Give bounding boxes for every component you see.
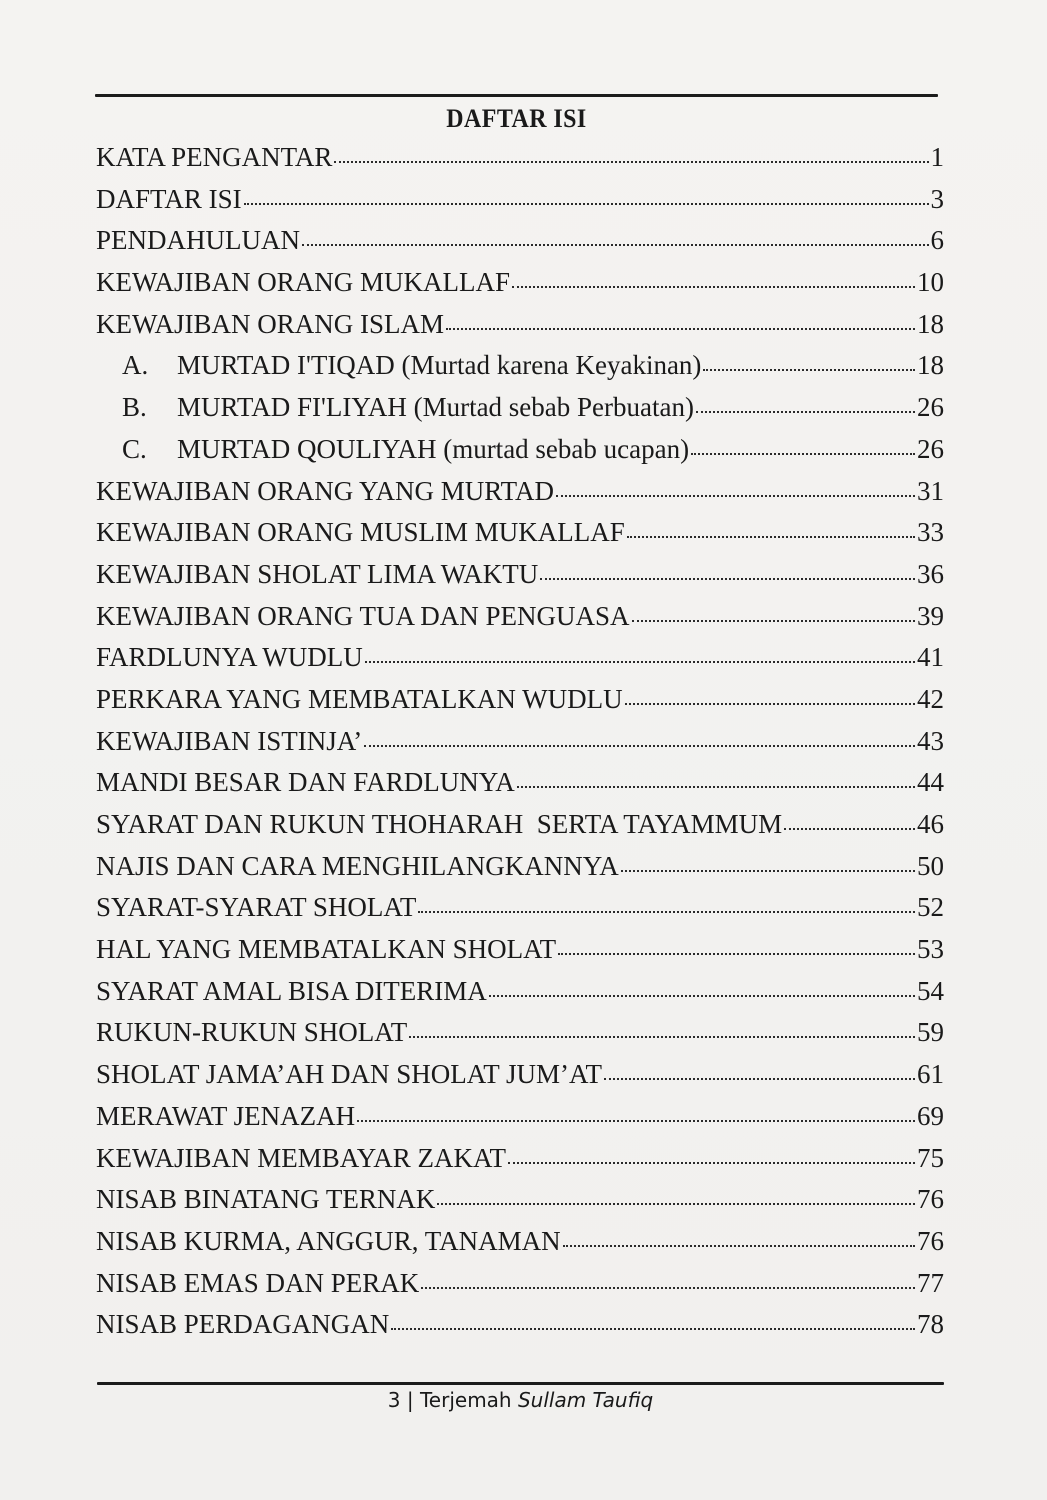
toc-entry-label: NISAB KURMA, ANGGUR, TANAMAN	[96, 1225, 561, 1256]
dot-leader	[563, 1245, 915, 1247]
toc-entry-title	[96, 476, 554, 507]
footer-page-number: 3	[387, 1388, 401, 1412]
toc-entry-title	[96, 976, 487, 1007]
toc-entry[interactable]	[96, 517, 944, 559]
toc-entry-title	[96, 892, 416, 923]
footer-separator: |	[406, 1388, 414, 1412]
toc-entry-title	[96, 309, 444, 340]
toc-entry-title	[96, 809, 782, 840]
toc-entry-label: SYARAT-SYARAT SHOLAT	[96, 892, 417, 923]
toc-entry[interactable]	[96, 142, 944, 184]
dot-leader	[696, 411, 915, 413]
toc-entry-page: 31	[917, 475, 944, 506]
toc-entry-label: KEWAJIBAN SHOLAT LIMA WAKTU	[96, 558, 539, 589]
toc-entry-page: 46	[917, 809, 944, 839]
toc-entry-letter: B.	[122, 392, 147, 423]
toc-entry[interactable]	[96, 726, 944, 768]
toc-entry-page: 41	[917, 642, 944, 673]
toc-entry-page: 18	[917, 308, 944, 339]
toc-entry-title	[96, 684, 623, 715]
toc-entry[interactable]	[96, 1101, 944, 1143]
toc-entry[interactable]	[96, 434, 944, 476]
toc-entry-page: 69	[917, 1100, 944, 1131]
toc-entry-label: FARDLUNYA WUDLU	[96, 642, 363, 673]
toc-entry[interactable]	[96, 934, 944, 976]
toc-entry[interactable]	[96, 225, 944, 267]
toc-entry-label: KEWAJIBAN ORANG MUSLIM MUKALLAF	[96, 517, 625, 548]
toc-entry-title	[96, 934, 556, 965]
toc-entry-page: 78	[917, 1309, 944, 1340]
toc-entry-title	[96, 851, 619, 882]
toc-entry-label: NAJIS DAN CARA MENGHILANGKANNYA	[96, 850, 619, 881]
toc-entry[interactable]	[96, 684, 944, 726]
toc-entry-title	[96, 726, 362, 757]
toc-entry-label: KEWAJIBAN ORANG TUA DAN PENGUASA	[96, 600, 630, 631]
dot-leader	[391, 1328, 915, 1330]
dot-leader	[364, 745, 915, 747]
toc-entry-title	[96, 1143, 506, 1174]
dot-leader	[302, 244, 929, 246]
toc-entry-page: 1	[930, 142, 944, 172]
toc-entry-label: KEWAJIBAN ORANG MUKALLAF	[96, 267, 510, 298]
toc-entry-title	[96, 517, 625, 548]
toc-entry-label: KATA PENGANTAR	[96, 142, 333, 172]
dot-leader	[512, 286, 915, 288]
toc-entry-title	[96, 434, 689, 465]
dot-leader	[784, 828, 915, 830]
toc-entry-page: 77	[917, 1267, 944, 1298]
toc-entry-title	[96, 601, 630, 632]
dot-leader	[446, 328, 915, 330]
toc-entry-page: 39	[917, 600, 944, 631]
toc-entry[interactable]	[96, 892, 944, 934]
toc-entry[interactable]	[96, 476, 944, 518]
toc-entry-label: MURTAD FI'LIYAH (Murtad sebab Perbuatan)	[177, 392, 694, 423]
toc-entry-title	[96, 1226, 561, 1257]
toc-entry-page: 76	[917, 1225, 944, 1256]
dot-leader	[558, 953, 915, 955]
toc-entry-label: SHOLAT JAMA’AH DAN SHOLAT JUM’AT	[96, 1059, 603, 1090]
toc-entry-title	[96, 267, 510, 298]
toc-entry-title	[96, 767, 515, 798]
toc-entry[interactable]	[96, 267, 944, 309]
toc-entry-label: KEWAJIBAN ORANG ISLAM	[96, 308, 444, 339]
toc-entry-label: RUKUN-RUKUN SHOLAT	[96, 1017, 408, 1048]
page-footer	[97, 1388, 944, 1412]
toc-entry-page: 36	[917, 558, 944, 589]
toc-entry-page: 44	[917, 767, 944, 798]
dot-leader	[409, 1036, 915, 1038]
toc-entry[interactable]	[96, 1143, 944, 1185]
dot-leader	[357, 1120, 915, 1122]
toc-entry-title	[96, 1017, 407, 1048]
dot-leader	[244, 203, 929, 205]
toc-entry-letter: A.	[122, 350, 149, 381]
toc-entry-title	[96, 392, 694, 423]
toc-entry-title	[96, 1101, 355, 1132]
footer-rule	[97, 1382, 944, 1385]
toc-entry-label: PENDAHULUAN	[96, 225, 300, 256]
header-rule	[95, 94, 938, 97]
toc-entry[interactable]	[96, 184, 944, 226]
toc-entry-page: 26	[917, 392, 944, 423]
toc-entry-page: 6	[930, 225, 944, 256]
toc-entry-title	[96, 1268, 419, 1299]
toc-entry-label: KEWAJIBAN MEMBAYAR ZAKAT	[96, 1142, 507, 1173]
dot-leader	[632, 620, 915, 622]
toc-entry-page: 33	[917, 517, 944, 548]
toc-entry[interactable]	[96, 350, 944, 392]
toc-entry-page: 75	[917, 1142, 944, 1173]
dot-leader	[703, 369, 915, 371]
toc-entry-label: SYARAT AMAL BISA DITERIMA	[96, 975, 487, 1006]
toc-entry-page: 10	[917, 267, 944, 298]
toc-entry-page: 59	[917, 1017, 944, 1048]
dot-leader	[334, 161, 928, 163]
page-title: DAFTAR ISI	[446, 104, 587, 133]
dot-leader	[418, 911, 915, 913]
toc-entry-label: MURTAD I'TIQAD (Murtad karena Keyakinan)	[177, 350, 702, 381]
toc-entry-label: PERKARA YANG MEMBATALKAN WUDLU	[96, 683, 623, 714]
toc-entry-label: MERAWAT JENAZAH	[96, 1100, 356, 1131]
table-of-contents	[96, 142, 944, 1351]
toc-entry[interactable]	[96, 1268, 944, 1310]
dot-leader	[421, 1287, 915, 1289]
toc-entry-label: MURTAD QOULIYAH (murtad sebab ucapan)	[177, 433, 690, 464]
dot-leader	[517, 786, 915, 788]
toc-entry-label: NISAB EMAS DAN PERAK	[96, 1267, 420, 1298]
toc-entry-page: 26	[917, 433, 944, 464]
toc-entry-title	[96, 1309, 389, 1340]
toc-entry[interactable]	[96, 976, 944, 1018]
toc-entry[interactable]	[96, 392, 944, 434]
dot-leader	[437, 1203, 915, 1205]
toc-entry-title	[96, 184, 242, 215]
toc-entry-page: 61	[917, 1059, 944, 1090]
dot-leader	[489, 995, 915, 997]
footer-book-label: Terjemah	[419, 1388, 512, 1412]
toc-entry-label: DAFTAR ISI	[96, 183, 242, 214]
dot-leader	[556, 495, 915, 497]
dot-leader	[621, 870, 915, 872]
toc-entry[interactable]	[96, 1059, 944, 1101]
toc-entry-page: 18	[917, 350, 944, 381]
dot-leader	[625, 703, 915, 705]
toc-entry-title	[96, 350, 701, 381]
toc-entry-title	[96, 142, 332, 173]
toc-entry-title	[96, 1184, 435, 1215]
dot-leader	[365, 661, 915, 663]
toc-entry[interactable]	[96, 1017, 944, 1059]
toc-entry-title	[96, 642, 363, 673]
toc-entry-page: 53	[917, 934, 944, 965]
toc-entry-letter: C.	[122, 433, 147, 464]
toc-entry[interactable]	[96, 601, 944, 643]
toc-entry-title	[96, 559, 538, 590]
toc-entry-page: 76	[917, 1184, 944, 1215]
toc-entry-label: NISAB PERDAGANGAN	[96, 1309, 390, 1340]
toc-entry[interactable]	[96, 1226, 944, 1268]
toc-entry-label: KEWAJIBAN ISTINJA’	[96, 725, 363, 756]
toc-entry[interactable]	[96, 809, 944, 851]
toc-entry-title	[96, 225, 300, 256]
dot-leader	[540, 578, 915, 580]
toc-entry[interactable]	[96, 309, 944, 351]
toc-entry[interactable]	[96, 1184, 944, 1226]
toc-entry-page: 54	[917, 975, 944, 1006]
dot-leader	[627, 536, 915, 538]
toc-entry-label: SYARAT DAN RUKUN THOHARAH SERTA TAYAMMUM	[96, 809, 783, 839]
toc-entry[interactable]	[96, 851, 944, 893]
toc-entry[interactable]	[96, 767, 944, 809]
toc-entry-label: KEWAJIBAN ORANG YANG MURTAD	[96, 475, 554, 506]
dot-leader	[508, 1162, 915, 1164]
footer-book-title: Sullam Taufiq	[517, 1388, 654, 1412]
toc-entry[interactable]	[96, 1309, 944, 1351]
toc-entry-page: 42	[917, 683, 944, 714]
toc-entry-page: 3	[930, 183, 944, 214]
dot-leader	[604, 1078, 915, 1080]
toc-entry-page: 50	[917, 850, 944, 881]
toc-entry-label: HAL YANG MEMBATALKAN SHOLAT	[96, 934, 557, 965]
toc-entry-page: 52	[917, 892, 944, 923]
dot-leader	[691, 453, 915, 455]
toc-entry[interactable]	[96, 642, 944, 684]
toc-entry-label: NISAB BINATANG TERNAK	[96, 1184, 436, 1215]
toc-entry-title	[96, 1059, 602, 1090]
toc-entry-page: 43	[917, 725, 944, 756]
toc-entry[interactable]	[96, 559, 944, 601]
toc-entry-label: MANDI BESAR DAN FARDLUNYA	[96, 767, 515, 798]
